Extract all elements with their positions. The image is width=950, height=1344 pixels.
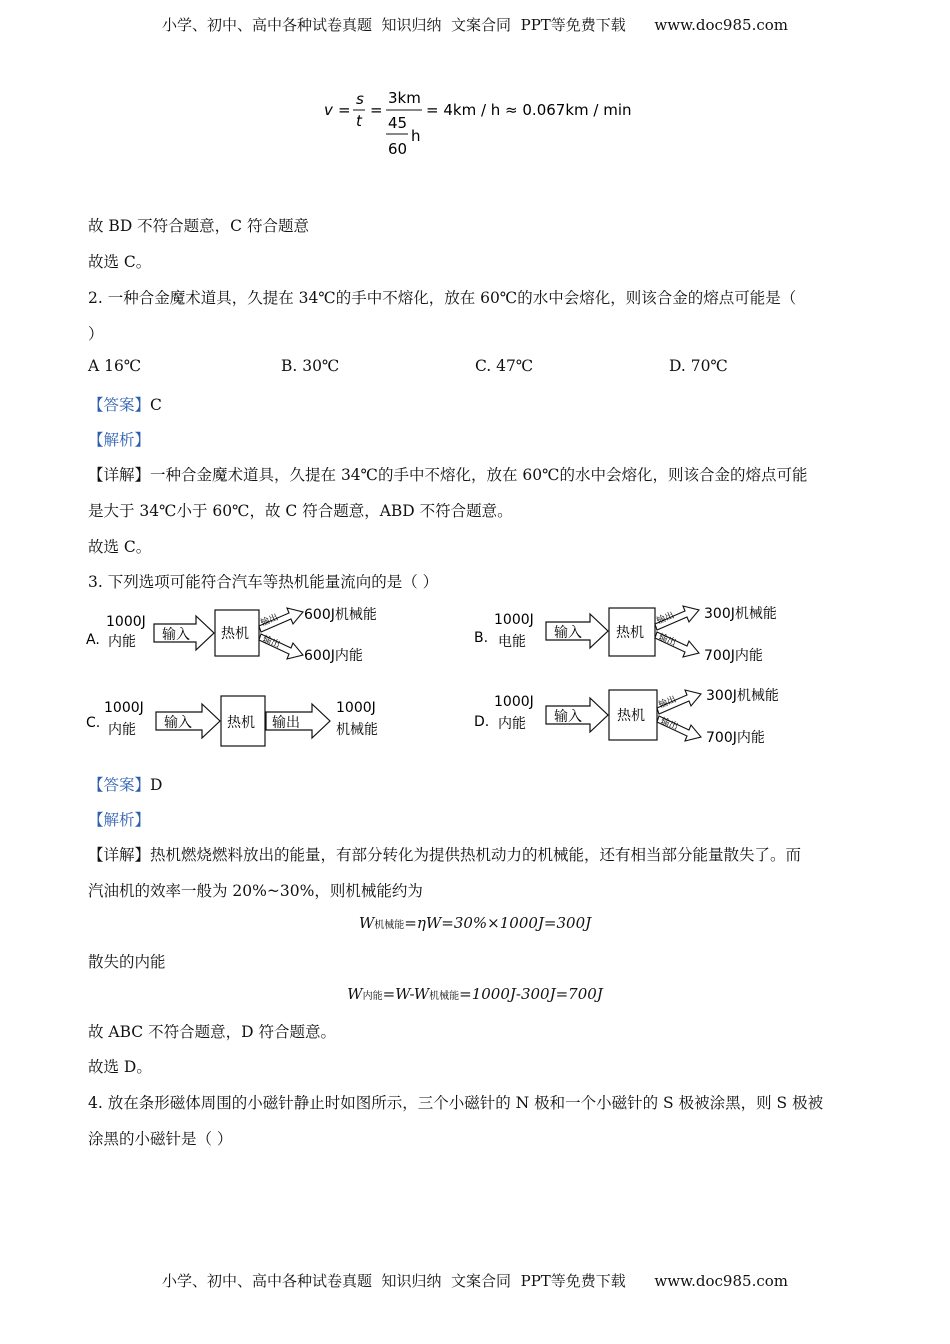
q2-detail-2: 是大于 34℃小于 60℃，故 C 符合题意，ABD 不符合题意。 [88, 502, 513, 520]
diagram-a [86, 600, 396, 672]
diagram-d-input-1: 1000J [494, 694, 534, 710]
q3-analysis-label: 【解析】 [88, 811, 151, 829]
eq1-main: W [358, 914, 375, 932]
q3-answer [88, 773, 162, 795]
q3-stem: 3. 下列选项可能符合汽车等热机能量流向的是（ ） [88, 573, 439, 591]
q3-conclusion-2: 故选 D。 [88, 1058, 152, 1076]
eq2-rest: =1000J-300J=700J [459, 985, 603, 1003]
eq1-rest: =ηW=30%×1000J=300J [404, 914, 592, 932]
formula-s: s [356, 90, 364, 108]
diagram-a-input-2: 内能 [108, 634, 136, 650]
q2-option-a: A 16℃ [88, 357, 142, 375]
q4-stem-2: 涂黑的小磁针是（ ） [88, 1130, 233, 1148]
q2-stem-2: ） [88, 325, 104, 343]
q2-detail-1 [88, 463, 808, 485]
q2-analysis-label: 【解析】 [88, 431, 151, 449]
q2-answer [88, 393, 162, 415]
q2-option-d: D. 70℃ [669, 357, 728, 375]
q4-stem-1: 4. 放在条形磁体周围的小磁针静止时如图所示，三个小磁针的 N 极和一个小磁针的 S 极被涂黑，则 S 极被 [88, 1094, 824, 1112]
q3-equation-2 [0, 985, 950, 1003]
formula-den-den: 60 [388, 140, 408, 158]
velocity-formula [320, 88, 640, 168]
diagram-d-out-top: 300J机械能 [706, 688, 779, 704]
diagram-b [474, 598, 804, 672]
answer-value: D [150, 776, 163, 794]
diagram-a-input-text: 输入 [162, 627, 190, 643]
diagram-c-out-1: 1000J [336, 700, 376, 716]
diagram-a-label: A. [86, 632, 100, 648]
diagram-b-input-text: 输入 [554, 625, 582, 641]
diagram-d-box-text: 热机 [617, 708, 645, 724]
diagram-b-out-bottom: 700J内能 [704, 648, 763, 664]
diagram-a-out-top: 600J机械能 [304, 607, 377, 623]
diagram-a-out-text-bottom: 输出 [260, 634, 282, 651]
eq1-sub: 机械能 [374, 920, 405, 931]
q3-lost-energy: 散失的内能 [88, 953, 166, 971]
q3-conclusion-1: 故 ABC 不符合题意，D 符合题意。 [88, 1023, 336, 1041]
diagram-d [474, 680, 804, 758]
detail-label: 【详解】 [88, 466, 151, 484]
diagram-b-out-top: 300J机械能 [704, 606, 777, 622]
diagram-c-input-text: 输入 [164, 715, 192, 731]
q3-detail-1 [88, 843, 801, 865]
diagram-d-out-text-top: 输出 [657, 694, 678, 711]
answer-label: 【答案】 [88, 396, 151, 414]
q1-conclusion-2: 故选 C。 [88, 253, 152, 271]
diagram-b-out-text-bottom: 输出 [656, 632, 678, 649]
detail-label: 【详解】 [88, 846, 151, 864]
diagram-d-out-bottom: 700J内能 [706, 730, 765, 746]
diagram-a-input-1: 1000J [106, 614, 146, 630]
formula-eq2: = [370, 101, 383, 119]
diagram-c-output-text: 输出 [272, 715, 300, 731]
diagram-d-out-text-bottom: 输出 [658, 716, 680, 733]
formula-eq1: = [338, 101, 351, 119]
eq2-sub: 内能 [362, 991, 383, 1002]
diagram-b-box-text: 热机 [616, 625, 644, 641]
diagram-c-label: C. [86, 715, 101, 731]
formula-result: = 4km / h ≈ 0.067km / min [426, 101, 632, 119]
diagram-d-input-2: 内能 [498, 716, 526, 732]
q2-stem-1: 2. 一种合金魔术道具，久提在 34℃的手中不熔化，放在 60℃的水中会熔化，则该合金的熔点可能是（ [88, 289, 797, 307]
q1-conclusion-1: 故 BD 不符合题意，C 符合题意 [88, 217, 309, 235]
diagram-a-out-text-top: 输出 [259, 612, 280, 629]
page-footer: 小学、初中、高中各种试卷真题 知识归纳 文案合同 PPT等免费下载 www.doc985.com [161, 1272, 788, 1290]
diagram-c [86, 690, 406, 752]
eq2-main: W [347, 985, 363, 1003]
eq2-sub2: 机械能 [429, 991, 460, 1002]
formula-v: v [324, 101, 333, 119]
detail-text: 热机燃烧燃料放出的能量，有部分转化为提供热机动力的机械能，还有相当部分能量散失了。而 [150, 846, 802, 864]
diagram-d-input-text: 输入 [554, 709, 582, 725]
diagram-c-input-1: 1000J [104, 700, 144, 716]
diagram-c-box-text: 热机 [227, 715, 255, 731]
formula-t: t [356, 112, 362, 130]
formula-den-unit: h [411, 127, 421, 145]
diagram-c-out-2: 机械能 [336, 722, 378, 738]
diagram-b-input-1: 1000J [494, 612, 534, 628]
answer-label: 【答案】 [88, 776, 151, 794]
diagram-d-label: D. [474, 714, 490, 730]
diagram-c-input-2: 内能 [108, 722, 136, 738]
diagram-a-box-text: 热机 [221, 626, 249, 642]
answer-value: C [150, 396, 162, 414]
q3-detail-2: 汽油机的效率一般为 20%~30%，则机械能约为 [88, 882, 423, 900]
q2-option-b: B. 30℃ [281, 357, 340, 375]
diagram-b-label: B. [474, 630, 489, 646]
formula-num: 3km [388, 89, 421, 107]
detail-text: 一种合金魔术道具，久提在 34℃的手中不熔化，放在 60℃的水中会熔化，则该合金的熔点可能 [150, 466, 808, 484]
eq2-mid: =W-W [382, 985, 430, 1003]
q3-equation-1 [0, 914, 950, 932]
q2-conclusion: 故选 C。 [88, 538, 152, 556]
q2-option-c: C. 47℃ [475, 357, 534, 375]
diagram-b-input-2: 电能 [498, 634, 526, 650]
diagram-b-out-text-top: 输出 [655, 610, 676, 627]
formula-den-num: 45 [388, 114, 408, 132]
diagram-a-out-bottom: 600J内能 [304, 648, 363, 664]
page-header: 小学、初中、高中各种试卷真题 知识归纳 文案合同 PPT等免费下载 www.doc985.com [161, 16, 788, 34]
